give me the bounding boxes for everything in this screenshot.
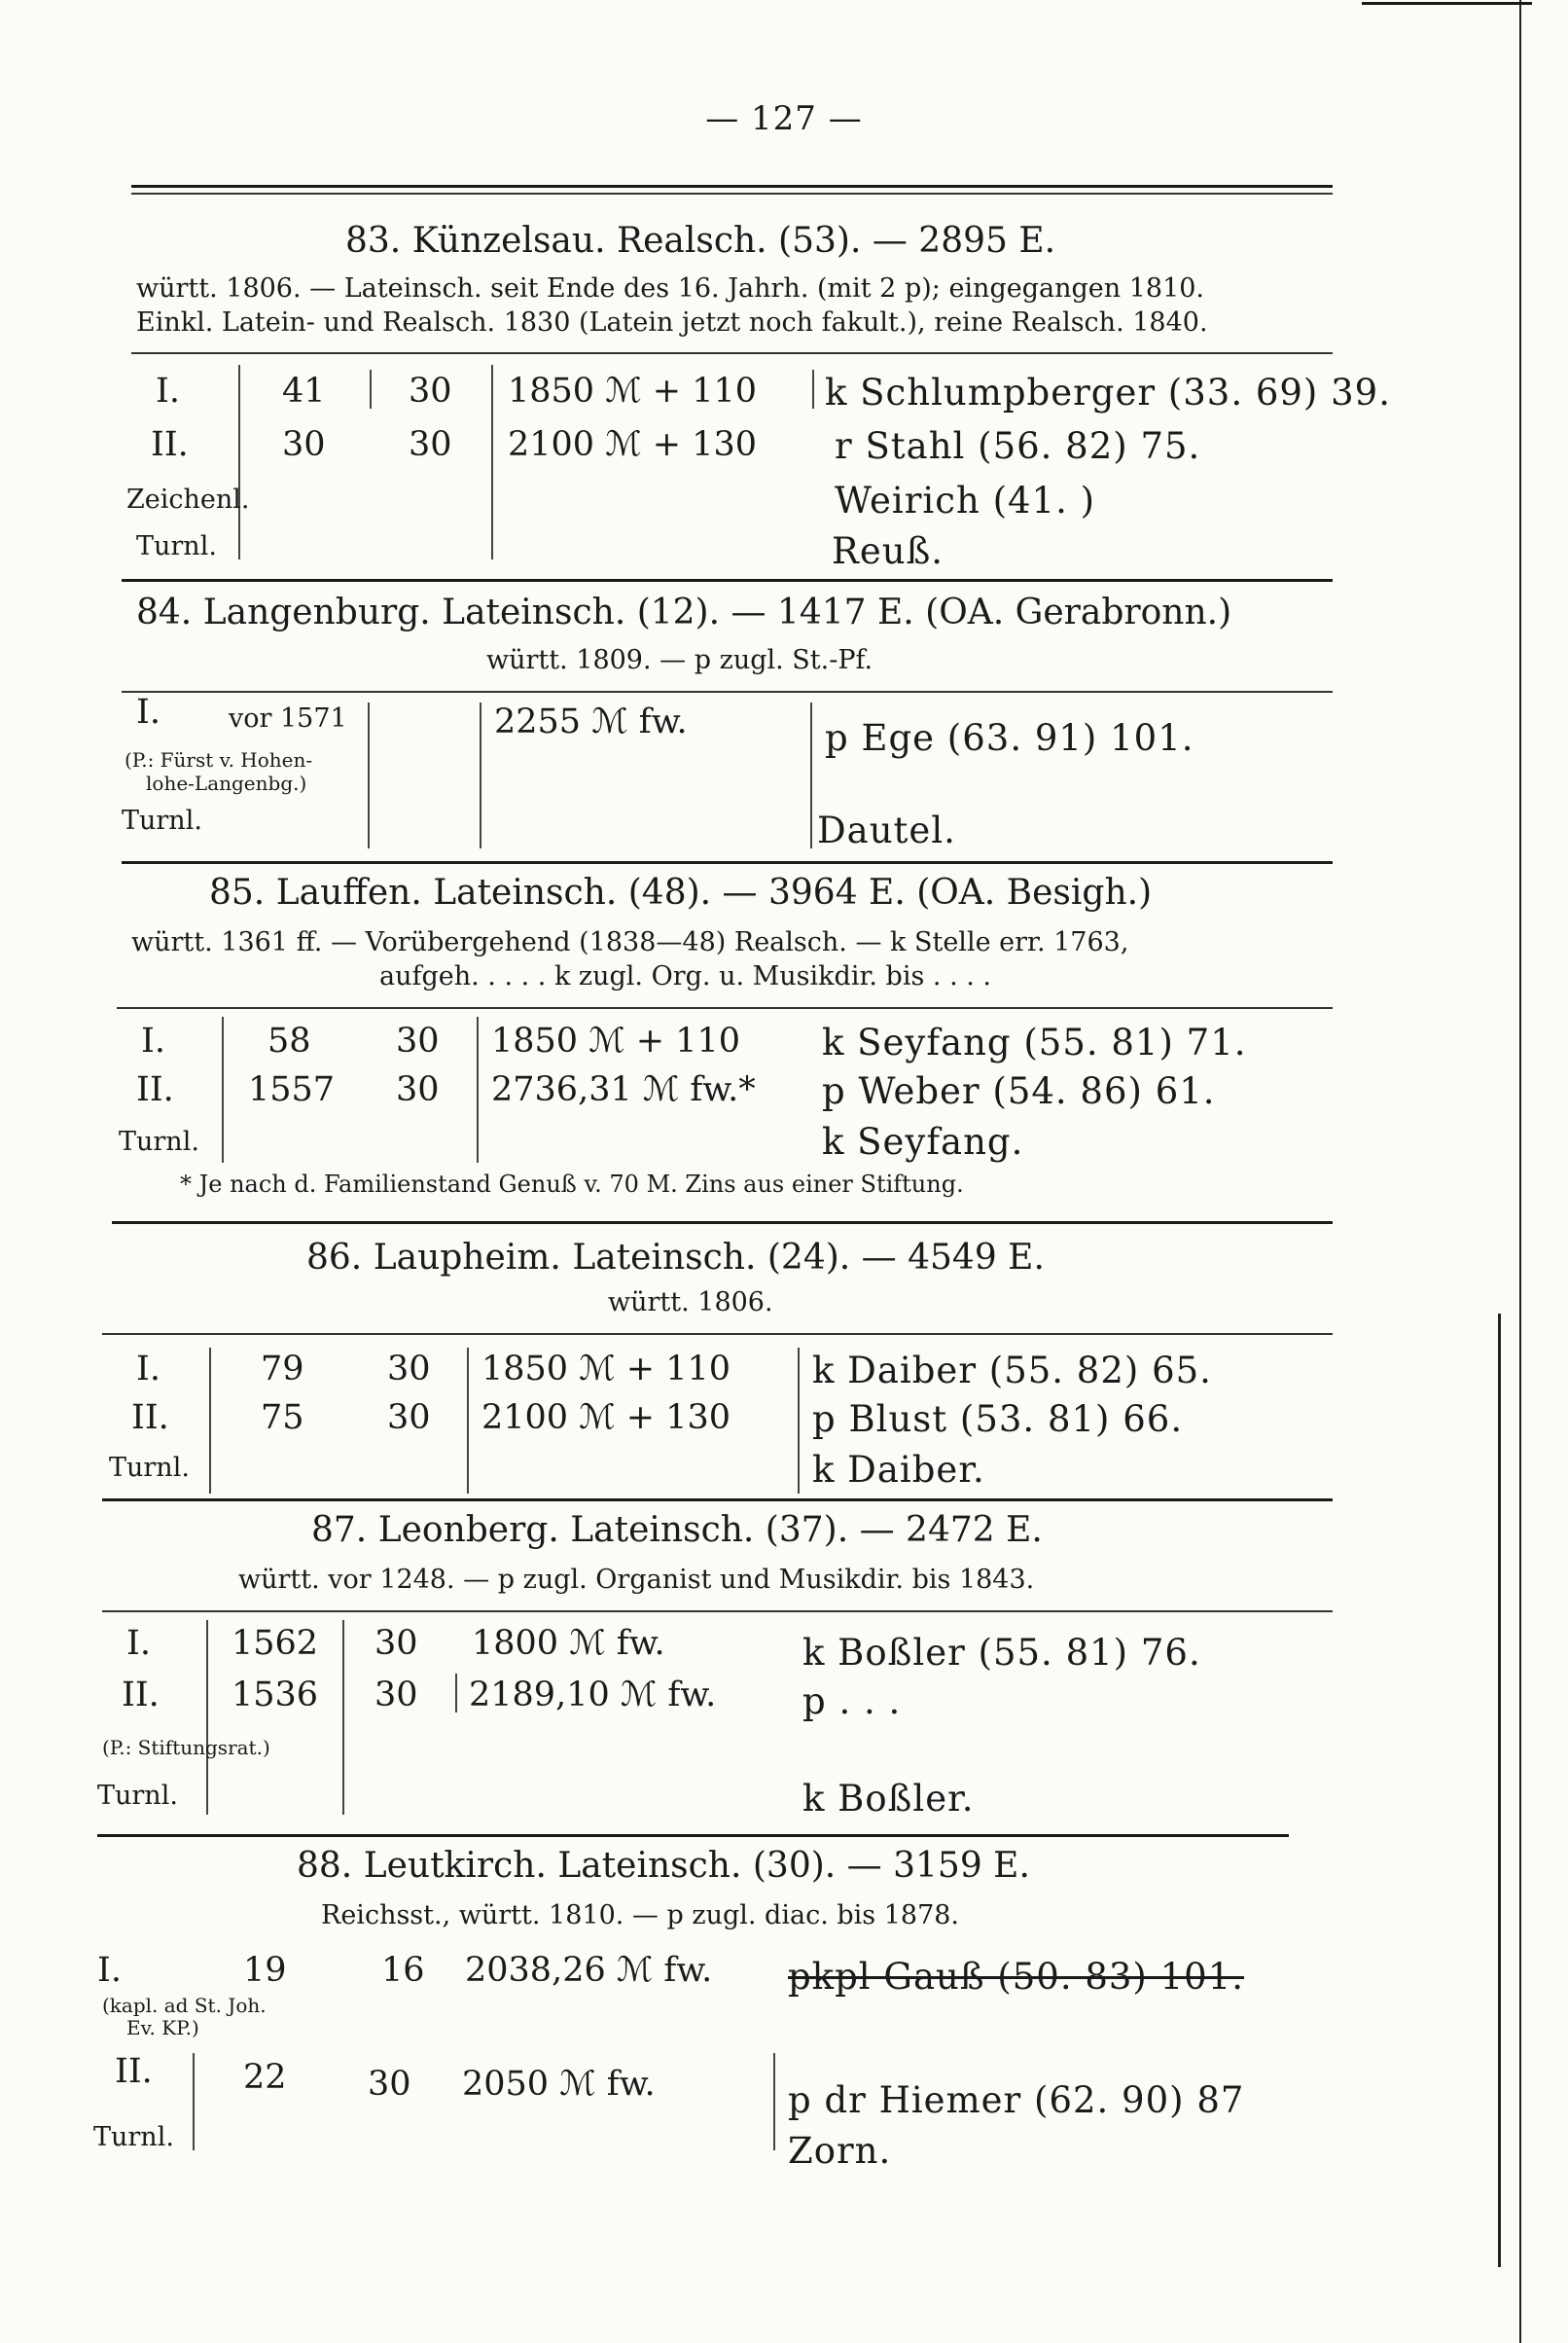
section-rule (112, 1221, 1333, 1224)
section-note: Einkl. Latein- und Realsch. 1830 (Latein jetzt noch fakult.), reine Realsch. 1840. (136, 307, 1208, 338)
class-label: I. (156, 372, 180, 411)
pupil-count: 30 (282, 425, 326, 464)
teacher-name: p Blust (53. 81) 66. (812, 1398, 1184, 1440)
section-note: württ. 1361 ff. — Vorübergehend (1838—48) Realsch. — k Stelle err. 1763, (131, 927, 1129, 957)
class-label: Turnl. (93, 2122, 174, 2152)
section-rule (131, 193, 1333, 195)
salary: 2038,26 ℳ fw. (465, 1951, 713, 1990)
section-heading: 87. Leonberg. Lateinsch. (37). — 2472 E. (311, 1510, 1043, 1550)
table-rule (102, 1333, 1333, 1335)
class-label: Turnl. (119, 1127, 199, 1157)
section-note: württ. 1806. (608, 1287, 773, 1317)
patron-note: (kapl. ad St. Joh. (102, 1994, 267, 2017)
patron-note: lohe-Langenbg.) (146, 772, 307, 795)
salary: 1850 ℳ + 110 (481, 1350, 731, 1388)
table-rule (117, 1007, 1333, 1009)
teacher-name: Dautel. (817, 810, 956, 851)
class-label: Turnl. (109, 1453, 190, 1483)
binding-edge (1519, 0, 1521, 2343)
salary: 1850 ℳ + 110 (491, 1022, 741, 1061)
patron-note: (P.: Stiftungsrat.) (102, 1736, 270, 1759)
page-number: — 127 — (705, 99, 863, 138)
pupil-count: 75 (261, 1398, 304, 1437)
salary: 2736,31 ℳ fw.* (491, 1070, 756, 1109)
section-note: Reichsst., württ. 1810. — p zugl. diac. bis 1878. (321, 1900, 960, 1930)
class-label: I. (141, 1022, 165, 1061)
pupil-count: 22 (243, 2058, 287, 2097)
salary: 2189,10 ℳ fw. (469, 1676, 717, 1714)
salary: 1850 ℳ + 110 (508, 372, 758, 411)
section-heading: 86. Laupheim. Lateinsch. (24). — 4549 E. (306, 1238, 1045, 1278)
class-label: II. (131, 1398, 169, 1437)
pupil-count: 41 (282, 372, 326, 411)
pupil-count: 1557 (248, 1070, 336, 1109)
footnote: * Je nach d. Familienstand Genuß v. 70 M. Zins aus einer Stiftung. (180, 1171, 964, 1198)
hours: 30 (396, 1070, 440, 1109)
teacher-name: k Schlumpberger (33. 69) 39. (825, 372, 1391, 414)
class-label: I. (97, 1951, 122, 1990)
teacher-name: k Boßler (55. 81) 76. (802, 1632, 1201, 1674)
hours: 30 (374, 1624, 418, 1663)
class-label: Zeichenl. (126, 485, 250, 515)
class-label: II. (151, 425, 189, 464)
teacher-name: Zorn. (788, 2130, 892, 2172)
section-note: württ. vor 1248. — p zugl. Organist und Musikdir. bis 1843. (238, 1565, 1035, 1595)
table-rule (131, 352, 1333, 354)
pupil-count: 1562 (232, 1624, 319, 1663)
section-rule (102, 1498, 1333, 1501)
class-label: Turnl. (136, 531, 217, 561)
class-label: II. (122, 1676, 160, 1714)
page-corner (1362, 2, 1532, 5)
teacher-name: Reuß. (832, 530, 944, 572)
teacher-name: k Boßler. (802, 1778, 975, 1820)
teacher-name: Weirich (41. ) (835, 480, 1096, 522)
section-note: württ. 1806. — Lateinsch. seit Ende des 16. Jahrh. (mit 2 p); eingegangen 1810. (136, 273, 1205, 304)
binding-edge (1498, 1314, 1501, 2267)
class-label: Turnl. (97, 1781, 178, 1811)
hours: 30 (374, 1676, 418, 1714)
teacher-name: r Stahl (56. 82) 75. (835, 425, 1201, 467)
section-rule (131, 185, 1333, 188)
teacher-name: k Daiber. (812, 1449, 985, 1491)
table-rule (122, 691, 1333, 693)
teacher-name: k Seyfang. (822, 1121, 1024, 1163)
class-label: I. (126, 1624, 151, 1663)
section-note: aufgeh. . . . . k zugl. Org. u. Musikdir. bis . . . . (379, 961, 991, 991)
section-heading: 85. Lauffen. Lateinsch. (48). — 3964 E. (OA. Besigh.) (209, 873, 1153, 913)
salary: 2050 ℳ fw. (462, 2065, 656, 2104)
teacher-name: p . . . (802, 1680, 902, 1722)
pupil-count: 1536 (232, 1676, 319, 1714)
hours: 30 (409, 372, 452, 411)
salary: 2255 ℳ fw. (494, 703, 688, 741)
table-rule (102, 1610, 1333, 1612)
section-heading: 84. Langenburg. Lateinsch. (12). — 1417 E. (OA. Gerabronn.) (136, 593, 1232, 632)
teacher-name: p Ege (63. 91) 101. (825, 717, 1194, 759)
teacher-name: p Weber (54. 86) 61. (822, 1070, 1216, 1112)
hours: 30 (368, 2065, 411, 2104)
section-heading: 83. Künzelsau. Realsch. (53). — 2895 E. (345, 221, 1056, 261)
salary: 2100 ℳ + 130 (508, 425, 758, 464)
class-label: Turnl. (122, 806, 202, 836)
hours: 16 (381, 1951, 425, 1990)
teacher-name: k Daiber (55. 82) 65. (812, 1350, 1212, 1391)
teacher-name: k Seyfang (55. 81) 71. (822, 1022, 1247, 1063)
pupil-count: 79 (261, 1350, 304, 1388)
salary: 2100 ℳ + 130 (481, 1398, 731, 1437)
section-heading: 88. Leutkirch. Lateinsch. (30). — 3159 E. (297, 1846, 1030, 1886)
class-label: II. (136, 1070, 174, 1109)
section-rule (122, 579, 1333, 582)
class-label: I. (136, 693, 160, 732)
section-rule (97, 1834, 1289, 1837)
salary: 1800 ℳ fw. (472, 1624, 665, 1663)
founding-year: vor 1571 (229, 703, 347, 734)
pupil-count: 19 (243, 1951, 287, 1990)
section-note: württ. 1809. — p zugl. St.-Pf. (486, 645, 873, 675)
hours: 30 (387, 1398, 431, 1437)
class-label: I. (136, 1350, 160, 1388)
hours: 30 (409, 425, 452, 464)
section-rule (122, 861, 1333, 864)
pupil-count: 58 (267, 1022, 311, 1061)
teacher-name-struck: pkpl Gauß (50. 83) 101. (788, 1956, 1245, 1998)
patron-note: (P.: Fürst v. Hohen- (125, 748, 313, 772)
teacher-name: p dr Hiemer (62. 90) 87 (788, 2079, 1245, 2121)
hours: 30 (387, 1350, 431, 1388)
patron-note: Ev. KP.) (126, 2016, 199, 2039)
hours: 30 (396, 1022, 440, 1061)
class-label: II. (115, 2052, 153, 2091)
